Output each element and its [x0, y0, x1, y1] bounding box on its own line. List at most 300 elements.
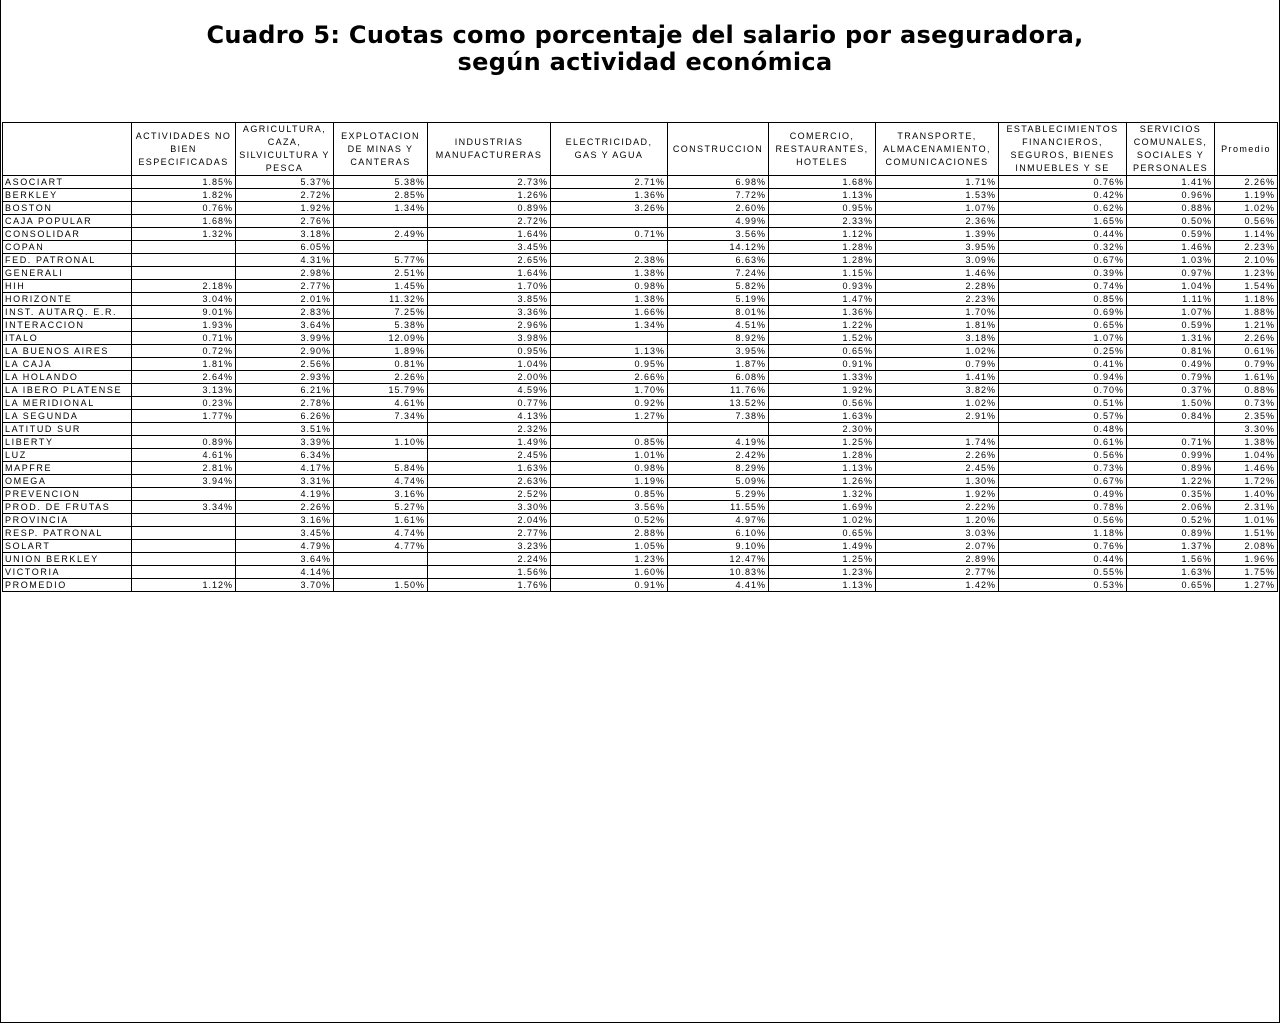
rate-cell [132, 514, 236, 527]
rate-cell: 1.21% [1215, 319, 1278, 332]
rate-cell: 2.26% [334, 371, 428, 384]
rate-cell: 2.60% [668, 202, 769, 215]
rate-cell: 1.28% [769, 241, 876, 254]
rate-cell: 1.18% [1215, 293, 1278, 306]
rate-cell: 1.20% [876, 514, 999, 527]
rate-cell: 3.56% [551, 501, 668, 514]
rate-cell: 1.22% [769, 319, 876, 332]
insurer-name: LA SEGUNDA [3, 410, 132, 423]
insurer-name: OMEGA [3, 475, 132, 488]
rate-cell: 12.09% [334, 332, 428, 345]
rate-cell [334, 423, 428, 436]
rate-cell [132, 423, 236, 436]
table-row [3, 371, 1278, 384]
rate-cell: 1.63% [769, 410, 876, 423]
rate-cell: 2.66% [551, 371, 668, 384]
insurer-name: LA IBERO PLATENSE [3, 384, 132, 397]
rate-cell: 1.19% [1215, 189, 1278, 202]
rate-cell: 1.02% [769, 514, 876, 527]
table-row [3, 462, 1278, 475]
rate-cell: 2.77% [428, 527, 551, 540]
rate-cell: 1.56% [428, 566, 551, 579]
table-row [3, 527, 1278, 540]
rate-cell: 2.23% [876, 293, 999, 306]
rate-cell: 1.32% [769, 488, 876, 501]
rate-cell: 0.95% [551, 358, 668, 371]
rate-cell [132, 254, 236, 267]
column-header: CONSTRUCCION [668, 123, 769, 176]
table-row [3, 514, 1278, 527]
rate-cell: 3.18% [236, 228, 334, 241]
rate-cell: 0.92% [551, 397, 668, 410]
rate-cell: 2.35% [1215, 410, 1278, 423]
rate-cell: 1.82% [132, 189, 236, 202]
rate-cell [334, 566, 428, 579]
rate-cell: 2.96% [428, 319, 551, 332]
insurer-name: INTERACCION [3, 319, 132, 332]
rate-cell: 2.42% [668, 449, 769, 462]
rate-cell: 0.74% [999, 280, 1127, 293]
rate-cell [132, 267, 236, 280]
rate-cell: 13.52% [668, 397, 769, 410]
rate-cell: 2.31% [1215, 501, 1278, 514]
column-header: COMERCIO, RESTAURANTES, HOTELES [769, 123, 876, 176]
rate-cell: 1.60% [551, 566, 668, 579]
rate-cell: 1.96% [1215, 553, 1278, 566]
rate-cell: 7.38% [668, 410, 769, 423]
rate-cell: 6.34% [236, 449, 334, 462]
insurer-name: PROD. DE FRUTAS [3, 501, 132, 514]
rate-cell: 2.85% [334, 189, 428, 202]
rate-cell: 1.36% [551, 189, 668, 202]
rate-cell: 1.04% [1127, 280, 1215, 293]
rate-cell: 1.93% [132, 319, 236, 332]
insurer-name: LUZ [3, 449, 132, 462]
insurer-name: INST. AUTARQ. E.R. [3, 306, 132, 319]
rate-cell: 2.07% [876, 540, 999, 553]
rate-cell: 11.55% [668, 501, 769, 514]
rate-cell: 1.12% [769, 228, 876, 241]
rate-cell: 0.53% [999, 579, 1127, 592]
rate-cell: 0.99% [1127, 449, 1215, 462]
page-title [0, 22, 1280, 76]
insurer-name: CONSOLIDAR [3, 228, 132, 241]
rate-cell: 3.98% [428, 332, 551, 345]
rate-cell: 2.38% [551, 254, 668, 267]
rate-cell: 1.01% [1215, 514, 1278, 527]
table-row [3, 579, 1278, 592]
rate-cell: 1.56% [1127, 553, 1215, 566]
rate-cell: 2.77% [236, 280, 334, 293]
rate-cell: 2.90% [236, 345, 334, 358]
insurer-name: ITALO [3, 332, 132, 345]
rate-cell: 0.96% [1127, 189, 1215, 202]
rate-cell: 2.71% [551, 176, 668, 189]
rate-cell: 2.32% [428, 423, 551, 436]
rate-cell: 3.82% [876, 384, 999, 397]
rate-cell: 4.97% [668, 514, 769, 527]
rate-cell: 0.95% [428, 345, 551, 358]
title-line-2: según actividad económica [457, 48, 833, 76]
rate-cell: 1.52% [769, 332, 876, 345]
table-row [3, 475, 1278, 488]
table-row [3, 293, 1278, 306]
table-row [3, 449, 1278, 462]
insurer-name: MAPFRE [3, 462, 132, 475]
rate-cell: 3.95% [668, 345, 769, 358]
rate-cell: 2.06% [1127, 501, 1215, 514]
table-row [3, 436, 1278, 449]
rate-cell: 0.44% [999, 228, 1127, 241]
table-row [3, 358, 1278, 371]
rate-cell: 0.59% [1127, 319, 1215, 332]
rate-cell: 2.89% [876, 553, 999, 566]
rate-cell: 1.68% [769, 176, 876, 189]
rate-cell: 4.19% [236, 488, 334, 501]
rate-cell: 7.34% [334, 410, 428, 423]
rate-cell: 0.57% [999, 410, 1127, 423]
rate-cell: 0.65% [1127, 579, 1215, 592]
rate-cell: 1.42% [876, 579, 999, 592]
insurer-name: BERKLEY [3, 189, 132, 202]
rate-cell: 2.36% [876, 215, 999, 228]
insurer-name: LA CAJA [3, 358, 132, 371]
rate-cell: 0.71% [1127, 436, 1215, 449]
rate-cell: 1.32% [132, 228, 236, 241]
rate-cell: 14.12% [668, 241, 769, 254]
rate-cell: 6.98% [668, 176, 769, 189]
rate-cell: 10.83% [668, 566, 769, 579]
rate-cell: 0.70% [999, 384, 1127, 397]
rate-cell: 0.89% [1127, 527, 1215, 540]
rate-cell [334, 215, 428, 228]
rate-cell: 2.65% [428, 254, 551, 267]
rate-cell: 4.61% [334, 397, 428, 410]
rate-cell [132, 488, 236, 501]
rate-cell [132, 540, 236, 553]
rate-cell: 0.32% [999, 241, 1127, 254]
rate-cell: 1.71% [876, 176, 999, 189]
rate-cell: 2.26% [1215, 176, 1278, 189]
column-header: Promedio [1215, 123, 1278, 176]
rate-cell: 1.64% [428, 228, 551, 241]
rate-cell: 0.48% [999, 423, 1127, 436]
rate-cell: 1.76% [428, 579, 551, 592]
rate-cell: 2.83% [236, 306, 334, 319]
rate-cell: 2.81% [132, 462, 236, 475]
insurer-name: ASOCIART [3, 176, 132, 189]
rate-cell: 4.19% [668, 436, 769, 449]
rate-cell: 3.16% [334, 488, 428, 501]
rate-cell: 2.01% [236, 293, 334, 306]
rate-cell: 0.50% [1127, 215, 1215, 228]
rate-cell [668, 423, 769, 436]
rate-cell: 1.74% [876, 436, 999, 449]
rate-cell: 5.77% [334, 254, 428, 267]
rate-cell: 1.05% [551, 540, 668, 553]
rate-cell: 1.63% [428, 462, 551, 475]
rate-cell: 2.33% [769, 215, 876, 228]
rate-cell [551, 215, 668, 228]
rate-cell: 1.92% [876, 488, 999, 501]
rate-cell: 1.25% [769, 436, 876, 449]
rate-cell: 1.11% [1127, 293, 1215, 306]
rate-cell: 0.76% [999, 176, 1127, 189]
rate-cell: 0.79% [1127, 371, 1215, 384]
rate-cell: 6.05% [236, 241, 334, 254]
rate-cell: 0.35% [1127, 488, 1215, 501]
rate-cell: 0.61% [999, 436, 1127, 449]
rate-cell: 0.79% [876, 358, 999, 371]
rate-cell: 3.64% [236, 319, 334, 332]
rate-cell: 1.28% [769, 449, 876, 462]
insurer-name: PREVENCION [3, 488, 132, 501]
rate-cell: 0.25% [999, 345, 1127, 358]
rate-cell: 7.72% [668, 189, 769, 202]
rate-cell: 1.50% [1127, 397, 1215, 410]
rate-cell: 0.93% [769, 280, 876, 293]
table-row [3, 189, 1278, 202]
rate-cell: 1.41% [876, 371, 999, 384]
rate-cell: 1.46% [1215, 462, 1278, 475]
rate-cell: 2.73% [428, 176, 551, 189]
rate-cell: 1.81% [132, 358, 236, 371]
rate-cell: 1.01% [551, 449, 668, 462]
rate-cell: 1.46% [1127, 241, 1215, 254]
rate-cell [1127, 423, 1215, 436]
rate-cell: 0.65% [769, 345, 876, 358]
rate-cell: 1.13% [551, 345, 668, 358]
table-row [3, 254, 1278, 267]
rate-cell: 2.72% [428, 215, 551, 228]
rate-cell: 1.23% [769, 566, 876, 579]
rate-cell: 3.45% [236, 527, 334, 540]
rate-cell [551, 332, 668, 345]
rate-cell: 1.23% [1215, 267, 1278, 280]
rate-cell: 3.26% [551, 202, 668, 215]
rate-cell: 1.50% [334, 579, 428, 592]
rate-cell: 4.41% [668, 579, 769, 592]
rate-cell: 2.98% [236, 267, 334, 280]
rate-cell: 6.10% [668, 527, 769, 540]
rate-cell: 1.87% [668, 358, 769, 371]
rate-cell: 0.41% [999, 358, 1127, 371]
rates-table [2, 122, 1278, 592]
rate-cell: 0.65% [999, 319, 1127, 332]
rate-cell: 1.02% [876, 397, 999, 410]
rate-cell: 0.77% [428, 397, 551, 410]
rate-cell: 1.19% [551, 475, 668, 488]
rate-cell: 2.49% [334, 228, 428, 241]
rate-cell: 2.76% [236, 215, 334, 228]
table-row [3, 241, 1278, 254]
rate-cell: 1.49% [769, 540, 876, 553]
rate-cell: 3.23% [428, 540, 551, 553]
rate-cell: 0.69% [999, 306, 1127, 319]
rate-cell [132, 241, 236, 254]
rate-cell: 1.70% [551, 384, 668, 397]
rate-cell: 3.34% [132, 501, 236, 514]
insurer-name: UNION BERKLEY [3, 553, 132, 566]
rate-cell: 1.13% [769, 462, 876, 475]
header-row [3, 123, 1278, 176]
rate-cell: 3.13% [132, 384, 236, 397]
rate-cell: 0.56% [1215, 215, 1278, 228]
rate-cell [334, 449, 428, 462]
rate-cell: 1.02% [876, 345, 999, 358]
rate-cell: 1.45% [334, 280, 428, 293]
rate-cell: 0.49% [1127, 358, 1215, 371]
insurer-name: PROVINCIA [3, 514, 132, 527]
rate-cell: 3.04% [132, 293, 236, 306]
table-body [3, 176, 1278, 592]
rate-cell: 0.56% [769, 397, 876, 410]
rate-cell: 0.71% [551, 228, 668, 241]
rate-cell: 3.36% [428, 306, 551, 319]
rate-cell: 1.47% [769, 293, 876, 306]
rate-cell: 8.29% [668, 462, 769, 475]
rate-cell [551, 423, 668, 436]
table-row [3, 501, 1278, 514]
rate-cell: 0.89% [1127, 462, 1215, 475]
column-header: INDUSTRIAS MANUFACTURERAS [428, 123, 551, 176]
rate-cell: 4.99% [668, 215, 769, 228]
rate-cell: 2.77% [876, 566, 999, 579]
title-line-1: Cuadro 5: Cuotas como porcentaje del salario por aseguradora, [206, 21, 1084, 49]
rate-cell: 1.41% [1127, 176, 1215, 189]
rate-cell: 0.62% [999, 202, 1127, 215]
rate-cell: 3.94% [132, 475, 236, 488]
insurer-name: COPAN [3, 241, 132, 254]
rate-cell: 2.23% [1215, 241, 1278, 254]
table-row [3, 215, 1278, 228]
rate-cell: 1.28% [769, 254, 876, 267]
rate-cell: 1.92% [236, 202, 334, 215]
rate-cell: 0.56% [999, 514, 1127, 527]
rate-cell: 3.64% [236, 553, 334, 566]
rate-cell: 3.51% [236, 423, 334, 436]
rate-cell: 0.67% [999, 475, 1127, 488]
rate-cell: 3.18% [876, 332, 999, 345]
rate-cell: 1.53% [876, 189, 999, 202]
rate-cell: 0.81% [334, 358, 428, 371]
insurer-name: HIH [3, 280, 132, 293]
rate-cell: 1.30% [876, 475, 999, 488]
rate-cell: 2.51% [334, 267, 428, 280]
rate-cell: 1.04% [428, 358, 551, 371]
rate-cell: 1.51% [1215, 527, 1278, 540]
rate-cell: 0.85% [551, 488, 668, 501]
rate-cell: 9.10% [668, 540, 769, 553]
rate-cell: 8.01% [668, 306, 769, 319]
rate-cell [132, 553, 236, 566]
insurer-name: SOLART [3, 540, 132, 553]
rate-cell: 0.89% [132, 436, 236, 449]
rate-cell: 1.38% [551, 293, 668, 306]
rate-cell [334, 241, 428, 254]
insurer-name: VICTORIA [3, 566, 132, 579]
rate-cell: 1.14% [1215, 228, 1278, 241]
insurer-name: HORIZONTE [3, 293, 132, 306]
rate-cell: 12.47% [668, 553, 769, 566]
rate-cell: 5.27% [334, 501, 428, 514]
rate-cell: 0.56% [999, 449, 1127, 462]
rate-cell: 5.38% [334, 319, 428, 332]
rate-cell: 3.99% [236, 332, 334, 345]
rate-cell: 0.67% [999, 254, 1127, 267]
rate-cell: 1.72% [1215, 475, 1278, 488]
table-row [3, 176, 1278, 189]
rate-cell: 4.59% [428, 384, 551, 397]
rate-cell: 3.70% [236, 579, 334, 592]
rate-cell: 0.52% [1127, 514, 1215, 527]
table-row [3, 553, 1278, 566]
rate-cell [132, 527, 236, 540]
rate-cell: 1.69% [769, 501, 876, 514]
rate-cell: 1.63% [1127, 566, 1215, 579]
rate-cell: 3.56% [668, 228, 769, 241]
rate-cell: 1.07% [1127, 306, 1215, 319]
insurer-name: BOSTON [3, 202, 132, 215]
insurer-name: FED. PATRONAL [3, 254, 132, 267]
rate-cell: 0.85% [999, 293, 1127, 306]
rate-cell: 4.51% [668, 319, 769, 332]
rate-cell: 1.77% [132, 410, 236, 423]
rate-cell: 2.26% [876, 449, 999, 462]
rate-cell: 1.26% [769, 475, 876, 488]
rate-cell: 2.28% [876, 280, 999, 293]
rate-cell [551, 241, 668, 254]
rate-cell: 1.65% [999, 215, 1127, 228]
rate-cell: 1.68% [132, 215, 236, 228]
rate-cell: 1.04% [1215, 449, 1278, 462]
table-row [3, 202, 1278, 215]
rate-cell: 1.66% [551, 306, 668, 319]
rate-cell: 5.09% [668, 475, 769, 488]
rate-cell: 1.13% [769, 189, 876, 202]
rate-cell: 2.26% [1215, 332, 1278, 345]
rate-cell: 4.31% [236, 254, 334, 267]
column-header: AGRICULTURA, CAZA, SILVICULTURA Y PESCA [236, 123, 334, 176]
rate-cell: 0.89% [428, 202, 551, 215]
insurer-name: LATITUD SUR [3, 423, 132, 436]
rate-cell: 7.25% [334, 306, 428, 319]
rate-cell: 0.95% [769, 202, 876, 215]
rate-cell: 15.79% [334, 384, 428, 397]
rate-cell: 2.04% [428, 514, 551, 527]
rate-cell: 9.01% [132, 306, 236, 319]
rate-cell: 2.64% [132, 371, 236, 384]
rate-cell: 1.49% [428, 436, 551, 449]
rate-cell: 4.61% [132, 449, 236, 462]
rate-cell: 1.46% [876, 267, 999, 280]
rate-cell: 1.15% [769, 267, 876, 280]
rate-cell: 3.16% [236, 514, 334, 527]
rate-cell [334, 553, 428, 566]
column-header: SERVICIOS COMUNALES, SOCIALES Y PERSONALES [1127, 123, 1215, 176]
rate-cell: 0.61% [1215, 345, 1278, 358]
rate-cell: 4.79% [236, 540, 334, 553]
rate-cell: 0.91% [769, 358, 876, 371]
rate-cell: 1.89% [334, 345, 428, 358]
rate-cell: 2.22% [876, 501, 999, 514]
rate-cell: 1.39% [876, 228, 999, 241]
rate-cell: 2.18% [132, 280, 236, 293]
rate-cell: 1.61% [334, 514, 428, 527]
rate-cell: 0.51% [999, 397, 1127, 410]
table-row [3, 540, 1278, 553]
rate-cell: 1.54% [1215, 280, 1278, 293]
